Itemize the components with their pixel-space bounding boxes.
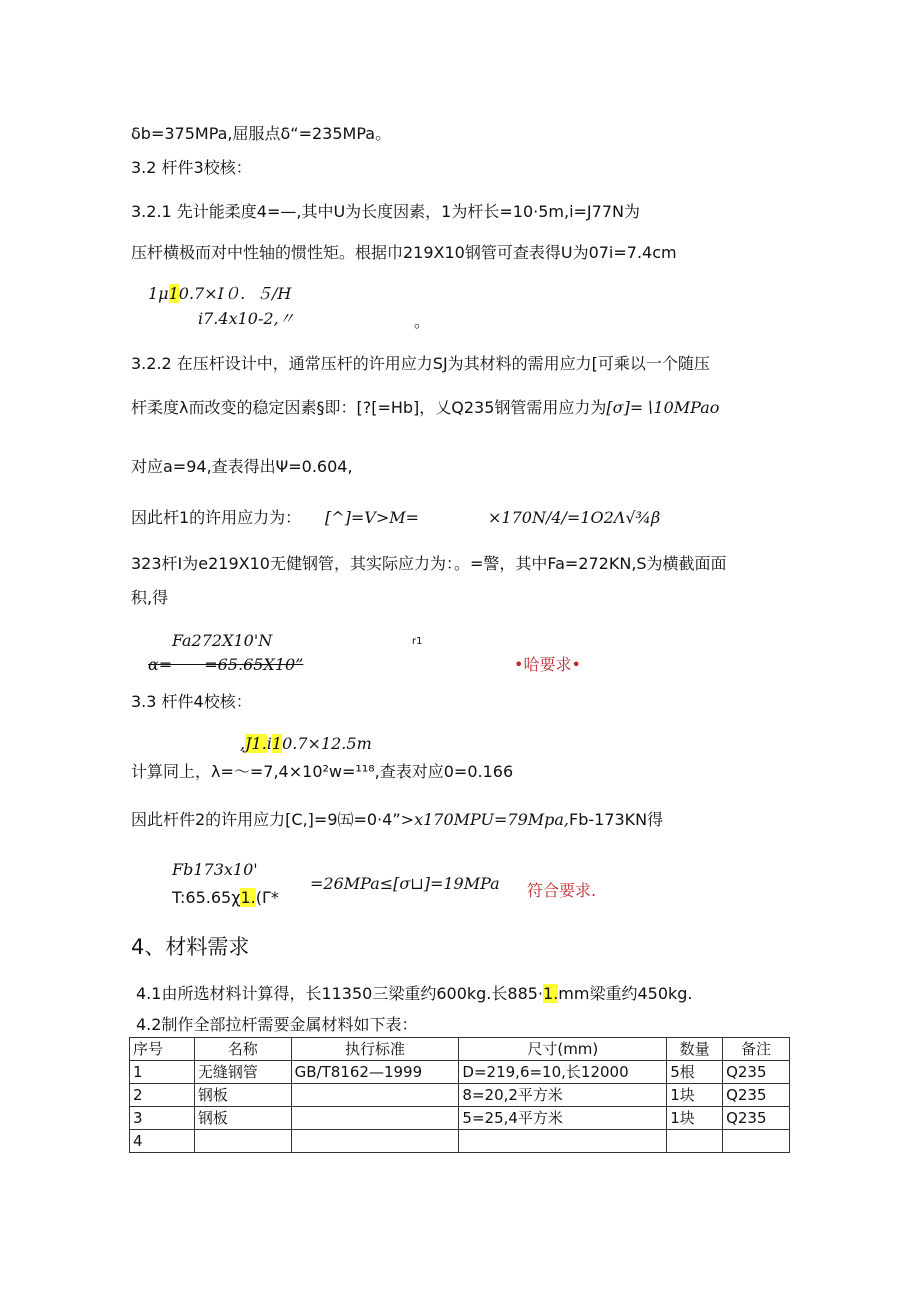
table-cell: 4: [130, 1130, 195, 1153]
table-row: [130, 1107, 790, 1130]
table-cell: 5根: [667, 1061, 723, 1084]
table-row: [130, 1061, 790, 1084]
table-header-cell: 执行标准: [291, 1038, 459, 1061]
table-cell: [291, 1084, 459, 1107]
formula-fragment: ×170N∕4∕=1O2Λ√¾β: [488, 508, 661, 527]
table-cell: [291, 1130, 459, 1153]
text-line: δb=375MPa,屈服点δ“=235MPa。: [131, 124, 392, 143]
formula-line: i7.4x10-2,〃: [198, 309, 295, 328]
formula-line: Fa272X10'N: [172, 631, 273, 650]
table-cell: 5=25,4平方米: [459, 1107, 667, 1130]
text-line: 积,得: [131, 588, 169, 607]
text-line: 4.1由所选材料计算得，长11350三梁重约600kg.长885·1.mm梁重约450kg.: [136, 984, 693, 1003]
table-cell: [194, 1130, 291, 1153]
table-cell: 3: [130, 1107, 195, 1130]
table-cell: 2: [130, 1084, 195, 1107]
table-cell: D=219,6=10,长12000: [459, 1061, 667, 1084]
section-heading-4: 4、材料需求: [131, 935, 250, 959]
table-cell: 1块: [667, 1084, 723, 1107]
table-header-cell: 数量: [667, 1038, 723, 1061]
table-cell: [459, 1130, 667, 1153]
formula-line: ,J1.i10.7×12.5m: [240, 734, 372, 753]
text-line: 因此杆1的许用应力为：: [131, 508, 302, 527]
table-cell: 钢板: [194, 1084, 291, 1107]
table-header-cell: 尺寸(mm): [459, 1038, 667, 1061]
table-row: [130, 1130, 790, 1153]
table-header-cell: 备注: [723, 1038, 790, 1061]
table-cell: [291, 1107, 459, 1130]
text-line: 压杆横极而对中性轴的惯性矩。根据巾219X10钢管可查表得U为07i=7.4cm: [131, 243, 677, 262]
table-cell: 8=20,2平方米: [459, 1084, 667, 1107]
formula-line: Fb173x10': [172, 860, 258, 879]
table-cell: 无缝钢管: [194, 1061, 291, 1084]
text-line: 4.2制作全部拉杆需要金属材料如下表：: [136, 1015, 418, 1034]
table-header-row: [130, 1038, 790, 1061]
text-line: 计算同上，λ=～=7,4×10²w=¹¹⁸,查表对应0=0.166: [131, 762, 514, 781]
table-row: [130, 1084, 790, 1107]
formula-line: T:65.65χ1.(Γ*: [172, 888, 279, 907]
text-line: 3.2.2 在压杆设计中，通常压杆的许用应力SJ为其材料的需用应力[可乘以一个随压: [131, 354, 710, 373]
table-cell: [723, 1130, 790, 1153]
formula-line: ɑ= =65.65X10”: [148, 655, 304, 674]
formula-fragment: =26MPa≤[σ⊔]=19MPa: [310, 874, 500, 893]
table-header-cell: 名称: [194, 1038, 291, 1061]
requirement-note: •哈要求•: [514, 655, 581, 674]
formula-fragment: [^]=V>M=: [325, 508, 420, 527]
text-fragment: r1: [412, 636, 423, 647]
table-cell: 钢板: [194, 1107, 291, 1130]
text-line: 因此杆件2的许用应力[C,]=9㈤=0·4”>x170MPU=79Mpa,Fb-173KN得: [131, 810, 664, 829]
table-cell: [667, 1130, 723, 1153]
table-cell: 1: [130, 1061, 195, 1084]
table-cell: Q235: [723, 1084, 790, 1107]
section-heading-3-3: 3.3 杆件4校核：: [131, 692, 252, 711]
table-cell: 1块: [667, 1107, 723, 1130]
text-fragment: 。: [414, 312, 431, 331]
section-heading-3-2: 3.2 杆件3校核：: [131, 158, 252, 177]
materials-table: [129, 1037, 790, 1153]
text-line: 杆柔度λ而改变的稳定因素§即：[?[=Hb]，乂Q235钢管需用应力为[σ]=∖10MPaο: [131, 398, 720, 417]
requirement-note: 符合要求.: [527, 881, 597, 900]
formula-line: 1μ10.7×I０．５∕H: [148, 284, 292, 303]
table-header-cell: 序号: [130, 1038, 195, 1061]
table-cell: Q235: [723, 1061, 790, 1084]
table-cell: Q235: [723, 1107, 790, 1130]
text-line: 3.2.1 先计能柔度4=—,其中U为长度因素，1为杆长=10·5m,i=J77N为: [131, 202, 640, 221]
text-line: 对应a=94,查表得出Ψ=0.604,: [131, 457, 353, 476]
text-line: 323杆I为e219X10无健钢管，其实际应力为：。=警，其中Fa=272KN,S为横截面面: [131, 554, 727, 573]
table-cell: GB/T8162—1999: [291, 1061, 459, 1084]
